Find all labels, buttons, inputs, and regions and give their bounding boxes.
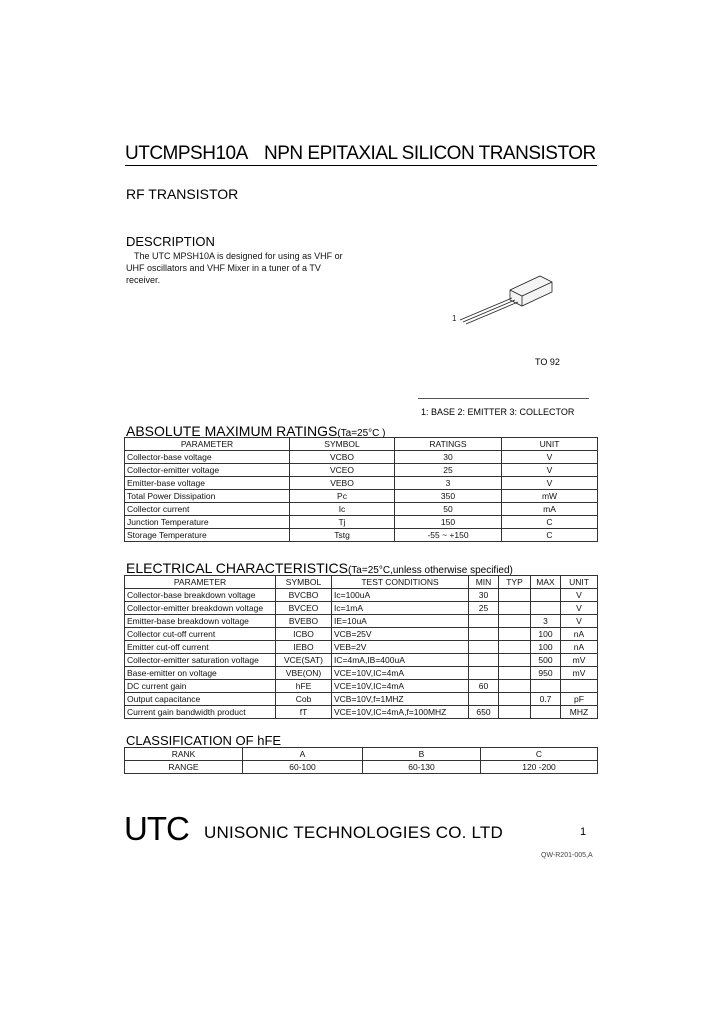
condition-cell: IE=10uA: [332, 615, 469, 628]
parameter-cell: Junction Temperature: [125, 516, 290, 529]
condition-cell: VCE=10V,IC=4mA: [332, 667, 469, 680]
max-cell: 3: [531, 615, 561, 628]
symbol-cell: VEBO: [290, 477, 395, 490]
table-row: [125, 589, 598, 602]
table-row: [125, 615, 598, 628]
range-c-cell: 120 -200: [481, 761, 598, 774]
rating-cell: 150: [395, 516, 502, 529]
header-parameter: PARAMETER: [125, 438, 290, 451]
symbol-cell: VCBO: [290, 451, 395, 464]
max-cell: [531, 680, 561, 693]
max-cell: [531, 589, 561, 602]
range-a-cell: 60-100: [243, 761, 363, 774]
table-row: [125, 490, 598, 503]
unit-cell: [561, 680, 598, 693]
min-cell: [469, 615, 499, 628]
symbol-cell: Ic: [290, 503, 395, 516]
table-row: [125, 706, 598, 719]
description-text: The UTC MPSH10A is designed for using as VHF or UHF oscillators and VHF Mixer in a tuner of a TV receiver.: [126, 251, 343, 285]
unit-cell: V: [502, 464, 598, 477]
table-header-row: [125, 576, 598, 589]
min-cell: [469, 654, 499, 667]
parameter-cell: Emitter-base voltage: [125, 477, 290, 490]
unit-cell: V: [561, 615, 598, 628]
typ-cell: [499, 602, 531, 615]
parameter-cell: Output capacitance: [125, 693, 276, 706]
parameter-cell: Emitter cut-off current: [125, 641, 276, 654]
classification-heading: CLASSIFICATION OF hFE: [126, 733, 282, 748]
unit-cell: nA: [561, 628, 598, 641]
condition-cell: Ic=1mA: [332, 602, 469, 615]
unit-cell: mV: [561, 667, 598, 680]
rank-c-header: C: [481, 748, 598, 761]
pin-one-label: 1: [452, 314, 457, 323]
to92-package-illustration: [448, 268, 568, 328]
header-ratings: RATINGS: [395, 438, 502, 451]
header-max: MAX: [531, 576, 561, 589]
parameter-cell: Base-emitter on voltage: [125, 667, 276, 680]
table-row: [125, 451, 598, 464]
range-b-cell: 60-130: [363, 761, 481, 774]
min-cell: [469, 693, 499, 706]
header-parameter: PARAMETER: [125, 576, 276, 589]
symbol-cell: hFE: [276, 680, 332, 693]
typ-cell: [499, 706, 531, 719]
table-row: [125, 529, 598, 542]
symbol-cell: BVCBO: [276, 589, 332, 602]
condition-cell: Ic=100uA: [332, 589, 469, 602]
unit-cell: C: [502, 516, 598, 529]
unit-cell: pF: [561, 693, 598, 706]
min-cell: 30: [469, 589, 499, 602]
table-row: [125, 477, 598, 490]
parameter-cell: Emitter-base breakdown voltage: [125, 615, 276, 628]
table-row: [125, 641, 598, 654]
typ-cell: [499, 641, 531, 654]
electrical-title: ELECTRICAL CHARACTERISTICS: [126, 560, 348, 576]
rank-a-header: A: [243, 748, 363, 761]
condition-cell: VCB=25V: [332, 628, 469, 641]
header-symbol: SYMBOL: [290, 438, 395, 451]
symbol-cell: Tstg: [290, 529, 395, 542]
parameter-cell: Current gain bandwidth product: [125, 706, 276, 719]
typ-cell: [499, 654, 531, 667]
table-row: [125, 761, 598, 774]
parameter-cell: Collector current: [125, 503, 290, 516]
abs-max-title: ABSOLUTE MAXIMUM RATINGS: [126, 423, 338, 439]
min-cell: 60: [469, 680, 499, 693]
table-row: [125, 464, 598, 477]
typ-cell: [499, 615, 531, 628]
min-cell: 25: [469, 602, 499, 615]
rating-cell: 25: [395, 464, 502, 477]
rank-header: RANK: [125, 748, 243, 761]
header-unit: UNIT: [502, 438, 598, 451]
unit-cell: nA: [561, 641, 598, 654]
table-row: [125, 628, 598, 641]
condition-cell: VCE=10V,IC=4mA,f=100MHZ: [332, 706, 469, 719]
parameter-cell: Collector-emitter breakdown voltage: [125, 602, 276, 615]
rating-cell: 350: [395, 490, 502, 503]
table-row: [125, 602, 598, 615]
unit-cell: mW: [502, 490, 598, 503]
abs-max-table: [124, 437, 598, 542]
classification-table: [124, 747, 598, 774]
parameter-cell: DC current gain: [125, 680, 276, 693]
max-cell: 0.7: [531, 693, 561, 706]
max-cell: 500: [531, 654, 561, 667]
pinout-caption: 1: BASE 2: EMITTER 3: COLLECTOR: [421, 407, 575, 417]
unit-cell: V: [561, 589, 598, 602]
min-cell: [469, 628, 499, 641]
typ-cell: [499, 589, 531, 602]
symbol-cell: Cob: [276, 693, 332, 706]
condition-cell: VCB=10V,f=1MHZ: [332, 693, 469, 706]
condition-cell: IC=4mA,IB=400uA: [332, 654, 469, 667]
symbol-cell: ICBO: [276, 628, 332, 641]
rank-b-header: B: [363, 748, 481, 761]
table-header-row: [125, 438, 598, 451]
unit-cell: MHZ: [561, 706, 598, 719]
symbol-cell: VCEO: [290, 464, 395, 477]
rating-cell: 50: [395, 503, 502, 516]
typ-cell: [499, 628, 531, 641]
parameter-cell: Collector cut-off current: [125, 628, 276, 641]
condition-cell: VEB=2V: [332, 641, 469, 654]
rating-cell: 3: [395, 477, 502, 490]
table-row: [125, 516, 598, 529]
typ-cell: [499, 680, 531, 693]
max-cell: [531, 602, 561, 615]
table-header-row: [125, 748, 598, 761]
header-unit: UNIT: [561, 576, 598, 589]
max-cell: 950: [531, 667, 561, 680]
unit-cell: mV: [561, 654, 598, 667]
unit-cell: C: [502, 529, 598, 542]
unit-cell: mA: [502, 503, 598, 516]
symbol-cell: VBE(ON): [276, 667, 332, 680]
rating-cell: 30: [395, 451, 502, 464]
electrical-table: [124, 575, 598, 719]
table-row: [125, 503, 598, 516]
max-cell: 100: [531, 641, 561, 654]
header-test-conditions: TEST CONDITIONS: [332, 576, 469, 589]
header-min: MIN: [469, 576, 499, 589]
unit-cell: V: [561, 602, 598, 615]
min-cell: [469, 667, 499, 680]
rating-cell: -55 ~ +150: [395, 529, 502, 542]
electrical-condition: (Ta=25°C,unless otherwise specified): [347, 565, 513, 576]
parameter-cell: Storage Temperature: [125, 529, 290, 542]
header-symbol: SYMBOL: [276, 576, 332, 589]
document-title: NPN EPITAXIAL SILICON TRANSISTOR: [264, 143, 596, 164]
symbol-cell: BVEBO: [276, 615, 332, 628]
footer-company-name: UNISONIC TECHNOLOGIES CO. LTD: [204, 823, 503, 842]
header-typ: TYP: [499, 576, 531, 589]
unit-cell: V: [502, 451, 598, 464]
unit-cell: V: [502, 477, 598, 490]
max-cell: [531, 706, 561, 719]
footer-brand-logo: UTC: [124, 810, 189, 847]
symbol-cell: Tj: [290, 516, 395, 529]
table-row: [125, 654, 598, 667]
abs-max-condition: (Ta=25°C ): [337, 428, 386, 439]
min-cell: [469, 641, 499, 654]
parameter-cell: Collector-base voltage: [125, 451, 290, 464]
part-number: UTCMPSH10A: [125, 143, 248, 164]
title-underline: [125, 165, 597, 166]
parameter-cell: Collector-emitter voltage: [125, 464, 290, 477]
table-row: [125, 667, 598, 680]
electrical-heading: [126, 560, 513, 576]
symbol-cell: VCE(SAT): [276, 654, 332, 667]
range-label-cell: RANGE: [125, 761, 243, 774]
symbol-cell: BVCEO: [276, 602, 332, 615]
typ-cell: [499, 693, 531, 706]
table-row: [125, 693, 598, 706]
table-row: [125, 680, 598, 693]
parameter-cell: Total Power Dissipation: [125, 490, 290, 503]
description-heading: DESCRIPTION: [126, 234, 215, 249]
symbol-cell: Pc: [290, 490, 395, 503]
max-cell: 100: [531, 628, 561, 641]
parameter-cell: Collector-emitter saturation voltage: [125, 654, 276, 667]
symbol-cell: IEBO: [276, 641, 332, 654]
typ-cell: [499, 667, 531, 680]
package-name: TO 92: [535, 357, 560, 367]
subtitle: RF TRANSISTOR: [126, 186, 239, 202]
document-code: QW-R201-005,A: [541, 852, 593, 859]
symbol-cell: fT: [276, 706, 332, 719]
page-number: 1: [580, 826, 587, 838]
min-cell: 650: [469, 706, 499, 719]
condition-cell: VCE=10V,IC=4mA: [332, 680, 469, 693]
package-divider: [418, 398, 589, 399]
parameter-cell: Collector-base breakdown voltage: [125, 589, 276, 602]
